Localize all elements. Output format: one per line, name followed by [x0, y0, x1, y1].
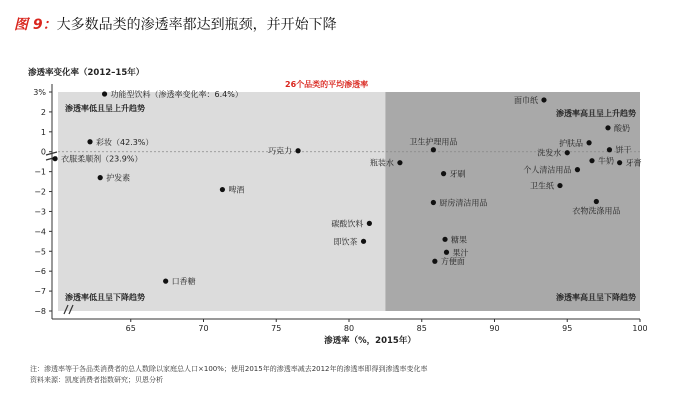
data-point [605, 125, 610, 130]
y-tick-label: −2 [34, 187, 46, 197]
data-point [220, 187, 225, 192]
data-point [367, 221, 372, 226]
data-label: 面巾纸 [513, 95, 538, 105]
data-label: 卫生纸 [529, 181, 554, 191]
y-axis-label: 渗透率变化率（2012–15年） [28, 68, 145, 78]
data-label: 功能型饮料（渗透率变化率：6.4%） [110, 89, 243, 99]
data-point [557, 183, 562, 188]
quadrant-label-top-left: 渗透率低且呈上升趋势 [65, 104, 145, 113]
y-tick-label: −3 [34, 207, 46, 217]
source-note: 资料来源：凯度消费者指数研究；贝恩分析 [30, 376, 163, 384]
data-point [295, 148, 300, 153]
data-label: 洗发水 [537, 148, 562, 158]
data-point [87, 139, 92, 144]
data-label: 饼干 [615, 145, 632, 155]
data-point [565, 150, 570, 155]
data-point [575, 167, 580, 172]
y-tick-label: 0 [40, 147, 46, 157]
x-tick-label: 95 [562, 324, 573, 333]
y-tick-label: −1 [34, 167, 46, 177]
x-tick-label: 75 [271, 324, 282, 333]
data-point [589, 158, 594, 163]
data-point [432, 259, 437, 264]
quadrant-label-bottom-right: 渗透率高且呈下降趋势 [556, 293, 636, 302]
data-point [607, 147, 612, 152]
data-label: 糖果 [451, 235, 468, 245]
y-tick-label: −8 [34, 307, 46, 316]
data-label: 护肤品 [559, 138, 584, 148]
data-point [431, 200, 436, 205]
y-tick-label: −4 [34, 227, 46, 237]
data-point [541, 97, 546, 102]
quadrant-label-top-right: 渗透率高且呈上升趋势 [556, 109, 636, 118]
data-label: 方便面 [440, 257, 465, 267]
data-point [397, 160, 402, 165]
y-tick-label: −5 [34, 247, 46, 257]
data-label: 牙刷 [449, 169, 466, 179]
y-tick-label: 1 [40, 127, 46, 137]
data-label: 巧克力 [268, 146, 293, 156]
data-label: 即饮茶 [333, 237, 358, 247]
data-point [431, 147, 436, 152]
footnote: 注：渗透率等于各品类消费者的总人数除以家庭总人口×100%；使用2015年的渗透率减去2012年的渗透率即得到渗透率变化率 [30, 365, 428, 373]
x-tick-label: 65 [125, 324, 136, 333]
data-label: 个人清洁用品 [523, 165, 572, 175]
data-point [98, 175, 103, 180]
y-tick-label: 3% [33, 88, 46, 97]
figure-title-text: 大多数品类的渗透率都达到瓶颈，并开始下降 [56, 17, 337, 33]
y-tick-label: −7 [34, 287, 46, 297]
data-point [594, 199, 599, 204]
data-label: 碳酸饮料 [331, 219, 364, 229]
data-label: 酸奶 [613, 123, 630, 133]
data-label: 果汁 [452, 248, 469, 258]
data-label: 衣物洗涤用品 [572, 206, 621, 216]
data-label: 啤酒 [228, 185, 245, 195]
data-point [617, 160, 622, 165]
data-point [163, 279, 168, 284]
data-point [444, 250, 449, 255]
data-label: 牛奶 [597, 156, 614, 166]
data-label: 彩妆（42.3%） [96, 137, 154, 147]
data-label: 护发素 [106, 173, 131, 183]
x-axis-label: 渗透率（%，2015年） [324, 336, 416, 346]
data-point [361, 239, 366, 244]
x-tick-label: 90 [489, 324, 500, 333]
quadrant-label-bottom-left: 渗透率低且呈下降趋势 [65, 293, 145, 302]
high-penetration-region [385, 92, 640, 311]
y-tick-label: 2 [40, 107, 46, 117]
data-label: 卫生护理用品 [409, 137, 458, 147]
data-point [52, 156, 57, 161]
x-tick-label: 80 [343, 324, 355, 333]
figure-number: 图 9： [14, 17, 57, 33]
data-point [102, 91, 107, 96]
x-tick-label: 100 [632, 324, 648, 333]
data-label: 口香糖 [171, 277, 196, 287]
data-label: 衣服柔顺剂（23.9%） [61, 154, 143, 164]
x-tick-label: 70 [198, 324, 209, 333]
data-point [442, 237, 447, 242]
average-penetration-label: 26个品类的平均渗透率 [285, 80, 369, 89]
low-penetration-region [58, 92, 385, 311]
y-tick-label: −6 [34, 267, 46, 277]
data-label: 厨房清洁用品 [439, 198, 488, 208]
data-label: 瓶装水 [369, 158, 394, 168]
x-tick-label: 85 [416, 324, 427, 333]
data-point [586, 140, 591, 145]
data-label: 牙膏 [625, 158, 642, 168]
data-point [441, 171, 446, 176]
